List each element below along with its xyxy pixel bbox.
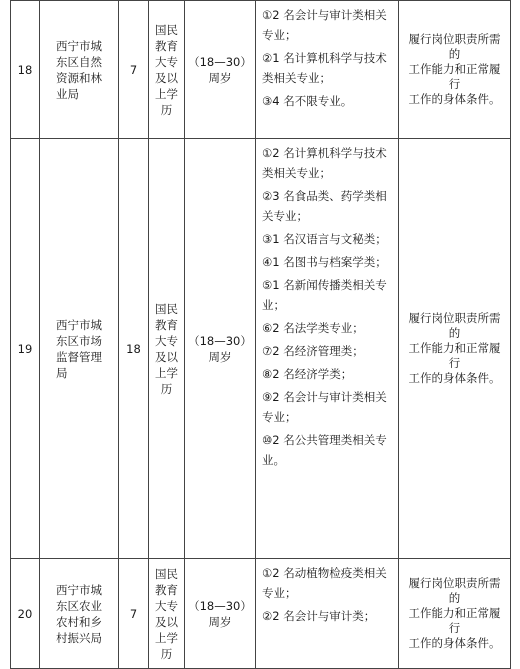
department-name — [56, 582, 102, 646]
row-index: 19 — [17, 341, 33, 356]
department-name-line: 西宁市城 — [56, 582, 102, 597]
conditions-text — [403, 311, 506, 386]
education-line: 及以 — [155, 70, 178, 85]
age-range — [188, 598, 252, 630]
conditions-line: 工作的身体条件。 — [408, 92, 501, 106]
department-name-line: 农村和乡 — [56, 614, 102, 629]
education-line: 国民 — [155, 22, 178, 37]
headcount-cell — [119, 559, 149, 669]
recruitment-table — [10, 0, 511, 669]
row-index-cell — [11, 139, 40, 559]
headcount: 18 — [126, 341, 141, 356]
education-line: 及以 — [155, 349, 178, 364]
education-cell — [149, 559, 185, 669]
department-name-line: 业局 — [56, 86, 79, 101]
education-line: 上学 — [155, 365, 178, 380]
major-item: ⑩2 名公共管理类相关专业。 — [262, 433, 387, 467]
age-line: 周岁 — [208, 70, 232, 85]
education-line: 大专 — [155, 598, 178, 613]
headcount-cell — [119, 1, 149, 139]
conditions-cell — [399, 1, 511, 139]
department-name-line: 西宁市城 — [56, 38, 102, 53]
education-line: 历 — [160, 102, 173, 117]
conditions-text — [403, 576, 506, 651]
age-cell — [185, 1, 256, 139]
major-item: ⑦2 名经济管理类； — [262, 344, 364, 358]
major-item: ③1 名汉语言与文秘类； — [262, 232, 387, 246]
education-requirement — [155, 301, 178, 397]
department-name — [56, 317, 102, 381]
education-line: 国民 — [155, 566, 178, 581]
headcount: 7 — [129, 606, 138, 621]
major-item: ④1 名图书与档案学类； — [262, 255, 387, 269]
conditions-line: 履行岗位职责所需的 — [408, 311, 501, 340]
major-item: ⑨2 名会计与审计类相关专业； — [262, 390, 387, 424]
headcount-cell — [119, 139, 149, 559]
major-item: ①2 名计算机科学与技术类相关专业； — [262, 146, 387, 180]
conditions-line: 工作的身体条件。 — [408, 636, 501, 650]
age-line: 周岁 — [208, 614, 232, 629]
education-line: 及以 — [155, 614, 178, 629]
conditions-cell — [399, 139, 511, 559]
majors-cell — [256, 559, 399, 669]
education-line: 历 — [160, 381, 173, 396]
department-name — [56, 38, 102, 102]
table-row — [11, 1, 511, 139]
row-index-cell — [11, 559, 40, 669]
table-row — [11, 559, 511, 669]
major-item: ②1 名计算机科学与技术类相关专业； — [262, 51, 387, 85]
education-cell — [149, 1, 185, 139]
education-cell — [149, 139, 185, 559]
conditions-line: 工作的身体条件。 — [408, 371, 501, 385]
age-cell — [185, 559, 256, 669]
table-row — [11, 139, 511, 559]
majors-cell — [256, 1, 399, 139]
department-name-line: 局 — [56, 365, 68, 380]
major-item: ①2 名动植物检疫类相关专业； — [262, 566, 387, 600]
major-item: ②3 名食品类、药学类相关专业； — [262, 189, 387, 223]
department-name-line: 东区市场 — [56, 333, 102, 348]
education-requirement — [155, 22, 178, 118]
major-item: ②2 名会计与审计类； — [262, 609, 376, 623]
conditions-line: 工作能力和正常履行 — [408, 341, 501, 370]
education-line: 教育 — [155, 582, 178, 597]
age-range — [188, 333, 252, 365]
major-item: ③4 名不限专业。 — [262, 94, 353, 108]
department-cell — [40, 1, 119, 139]
education-line: 教育 — [155, 317, 178, 332]
conditions-cell — [399, 559, 511, 669]
education-line: 上学 — [155, 630, 178, 645]
age-range — [188, 54, 252, 86]
education-line: 大专 — [155, 54, 178, 69]
major-item: ⑤1 名新闻传播类相关专业； — [262, 278, 387, 312]
education-line: 上学 — [155, 86, 178, 101]
conditions-line: 工作能力和正常履行 — [408, 62, 501, 91]
department-name-line: 东区自然 — [56, 54, 102, 69]
conditions-line: 履行岗位职责所需的 — [408, 32, 501, 61]
major-item: ①2 名会计与审计类相关专业； — [262, 8, 387, 42]
department-cell — [40, 139, 119, 559]
age-line: （18—30） — [188, 333, 252, 348]
row-index: 20 — [17, 606, 33, 621]
headcount: 7 — [129, 62, 138, 77]
department-name-line: 村振兴局 — [56, 630, 102, 645]
education-line: 教育 — [155, 38, 178, 53]
age-line: 周岁 — [208, 349, 232, 364]
conditions-line: 工作能力和正常履行 — [408, 606, 501, 635]
table-body — [11, 1, 511, 669]
major-item: ⑥2 名法学类专业； — [262, 321, 364, 335]
age-line: （18—30） — [188, 598, 252, 613]
department-name-line: 监督管理 — [56, 349, 102, 364]
department-name-line: 东区农业 — [56, 598, 102, 613]
department-cell — [40, 559, 119, 669]
conditions-line: 履行岗位职责所需的 — [408, 576, 501, 605]
education-line: 国民 — [155, 301, 178, 316]
department-name-line: 西宁市城 — [56, 317, 102, 332]
row-index-cell — [11, 1, 40, 139]
conditions-text — [403, 32, 506, 107]
department-name-line: 资源和林 — [56, 70, 102, 85]
education-line: 历 — [160, 646, 173, 661]
row-index: 18 — [17, 62, 33, 77]
age-line: （18—30） — [188, 54, 252, 69]
majors-cell — [256, 139, 399, 559]
education-requirement — [155, 566, 178, 662]
major-item: ⑧2 名经济学类； — [262, 367, 353, 381]
education-line: 大专 — [155, 333, 178, 348]
age-cell — [185, 139, 256, 559]
